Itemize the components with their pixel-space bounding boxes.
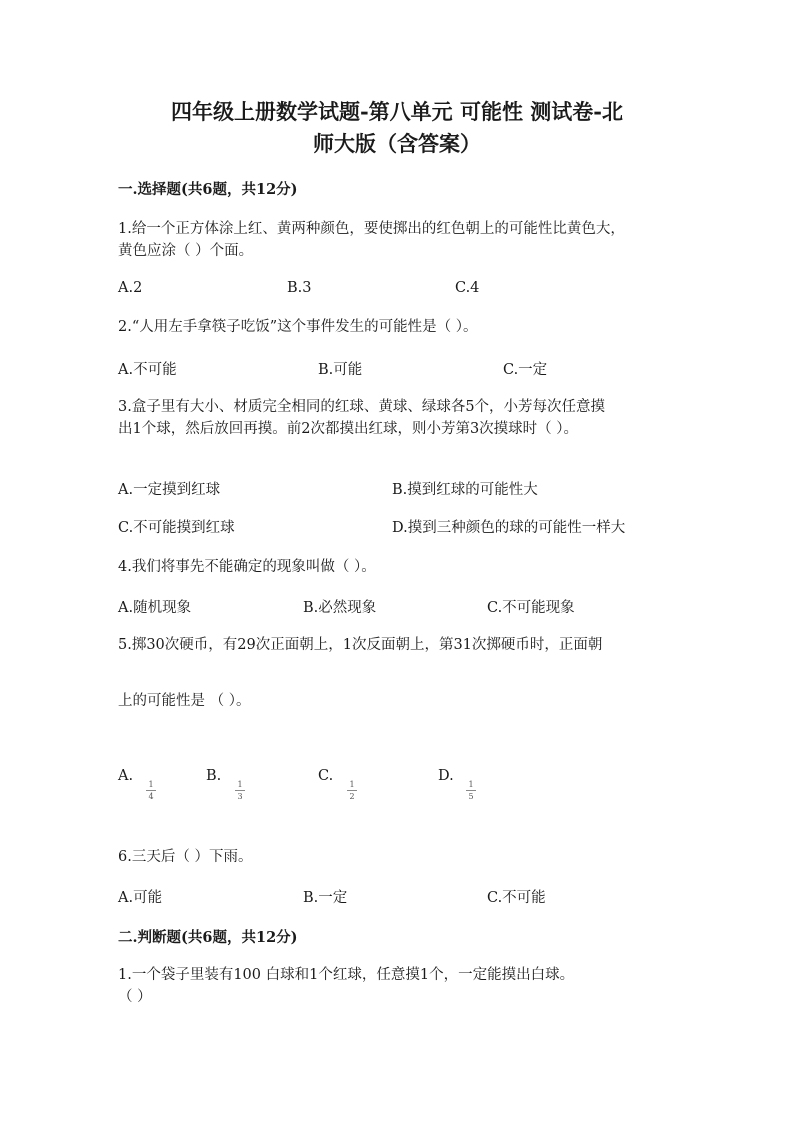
question-4-text: 4.我们将事先不能确定的现象叫做（ ）。	[118, 559, 376, 575]
question-1-line2: 黄色应涂（ ）个面。	[118, 243, 254, 259]
fraction-denominator: 3	[237, 792, 243, 801]
question-4-option-a: A.随机现象	[118, 600, 192, 616]
fraction-denominator: 2	[349, 792, 355, 801]
question-6-option-c: C.不可能	[487, 890, 546, 906]
question-4-option-c: C.不可能现象	[487, 600, 575, 616]
page-title-line2: 师大版（含答案）	[313, 131, 481, 156]
question-5-line2: 上的可能性是 （ ）。	[118, 693, 251, 709]
question-5-option-a: A.	[118, 768, 134, 784]
question-6-option-a: A.可能	[118, 890, 163, 906]
question-5-option-a-fraction	[146, 780, 156, 801]
question-2-option-b: B.可能	[318, 362, 363, 378]
fraction-denominator: 5	[468, 792, 474, 801]
question-3-line2: 出1个球，然后放回再摸。前2次都摸出红球，则小芳第3次摸球时（ ）。	[118, 421, 579, 437]
question-5-option-d-fraction	[466, 780, 476, 801]
question-5-option-c: C.	[318, 768, 334, 784]
fraction-bar	[466, 790, 476, 791]
question-1-line1: 1.给一个正方体涂上红、黄两种颜色，要使掷出的红色朝上的可能性比黄色大，	[118, 221, 625, 237]
fraction-numerator: 1	[349, 780, 355, 789]
question-2-option-a: A.不可能	[118, 362, 177, 378]
question-3-option-c: C.不可能摸到红球	[118, 520, 235, 536]
question-3-option-a: A.一定摸到红球	[118, 482, 221, 498]
question-1-option-c: C.4	[455, 280, 480, 296]
question-6-text: 6.三天后（ ）下雨。	[118, 849, 253, 865]
fraction-bar	[146, 790, 156, 791]
fraction-numerator: 1	[237, 780, 243, 789]
question-5-line1: 5.掷30次硬币，有29次正面朝上，1次反面朝上，第31次掷硬币时，正面朝	[118, 637, 603, 653]
fraction-bar	[347, 790, 357, 791]
fraction-denominator: 4	[148, 792, 154, 801]
question-4-option-b: B.必然现象	[303, 600, 377, 616]
judgment-1-line1: 1.一个袋子里装有100 白球和1个红球，任意摸1个，一定能摸出白球。	[118, 967, 575, 983]
question-2-text: 2.“人用左手拿筷子吃饭”这个事件发生的可能性是（ ）。	[118, 319, 478, 335]
question-3-option-b: B.摸到红球的可能性大	[392, 482, 538, 498]
fraction-bar	[235, 790, 245, 791]
question-5-option-b-fraction	[235, 780, 245, 801]
question-3-option-d: D.摸到三种颜色的球的可能性一样大	[392, 520, 626, 536]
section-heading-choice: 一.选择题(共6题，共12分)	[118, 181, 298, 198]
question-1-option-b: B.3	[287, 280, 312, 296]
question-3-line1: 3.盒子里有大小、材质完全相同的红球、黄球、绿球各5个，小芳每次任意摸	[118, 399, 606, 415]
section-heading-judgment: 二.判断题(共6题，共12分)	[118, 929, 298, 946]
question-1-option-a: A.2	[118, 280, 143, 296]
fraction-numerator: 1	[468, 780, 474, 789]
judgment-1-line2: （ ）	[118, 989, 152, 1005]
question-5-option-b: B.	[206, 768, 222, 784]
fraction-numerator: 1	[148, 780, 154, 789]
page-title-line1: 四年级上册数学试题-第八单元 可能性 测试卷-北	[170, 99, 624, 124]
question-2-option-c: C.一定	[503, 362, 548, 378]
question-5-option-c-fraction	[347, 780, 357, 801]
question-5-option-d: D.	[438, 768, 454, 784]
question-6-option-b: B.一定	[303, 890, 348, 906]
